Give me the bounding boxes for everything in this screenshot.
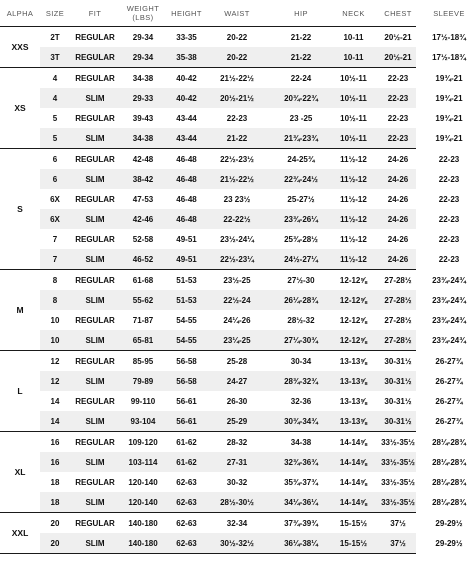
cell-size: 20: [50, 518, 60, 528]
cell-weight: 79-89: [132, 376, 154, 386]
table-row: [40, 169, 460, 189]
cell-size: 7: [52, 254, 58, 264]
cell-weight: 42-46: [132, 214, 154, 224]
cell-chest: 33½-35½: [381, 477, 415, 487]
cell-waist: 24¼-26: [223, 315, 251, 325]
cell-hip: 23 -25: [289, 113, 313, 123]
cell-height: 49-51: [176, 254, 197, 264]
size-group: [0, 67, 463, 148]
cell-size: 7: [52, 234, 58, 244]
cell-chest: 33½-35½: [381, 437, 415, 447]
cell-fit: SLIM: [85, 416, 105, 426]
cell-size: 14: [50, 396, 60, 406]
cell-size: 8: [52, 275, 58, 285]
header-weight: WEIGHT (LBS): [126, 4, 160, 22]
cell-waist: 25-28: [226, 356, 248, 366]
size-group: [0, 431, 466, 512]
cell-hip: 37¾-39¾: [284, 518, 318, 528]
table-row: [40, 249, 460, 269]
cell-waist: 28-32: [226, 437, 248, 447]
cell-waist: 30-32: [226, 477, 248, 487]
cell-fit: REGULAR: [75, 113, 115, 123]
alpha-size-label: S: [17, 204, 23, 214]
cell-fit: SLIM: [85, 93, 105, 103]
table-row: [40, 411, 463, 431]
cell-weight: 71-87: [132, 315, 154, 325]
cell-weight: 29-34: [132, 52, 154, 62]
cell-waist: 26-30: [226, 396, 248, 406]
cell-chest: 24-26: [387, 254, 409, 264]
cell-sleeve: 29-29½: [435, 518, 463, 528]
cell-neck: 11½-12: [340, 174, 367, 184]
cell-neck: 14-14⅝: [339, 437, 368, 447]
cell-sleeve: 22-23: [438, 174, 460, 184]
header-fit: FIT: [88, 8, 102, 18]
cell-hip: 35¾-37¾: [284, 477, 318, 487]
header-neck: NECK: [342, 8, 365, 18]
cell-fit: SLIM: [85, 295, 105, 305]
cell-sleeve: 22-23: [438, 154, 460, 164]
cell-neck: 10½-11: [340, 73, 367, 83]
alpha-size-label: M: [16, 305, 24, 315]
cell-fit: REGULAR: [75, 437, 115, 447]
cell-waist: 23½-25: [223, 275, 251, 285]
cell-sleeve: 22-23: [438, 214, 460, 224]
cell-height: 40-42: [176, 73, 197, 83]
cell-neck: 10-11: [343, 32, 364, 42]
cell-waist: 22½-23½: [220, 154, 254, 164]
cell-hip: 23¾-26¼: [284, 214, 318, 224]
cell-neck: 10½-11: [340, 133, 367, 143]
cell-sleeve: 23¾-24¾: [432, 335, 466, 345]
alpha-size-label: XS: [14, 103, 26, 113]
cell-weight: 42-48: [132, 154, 154, 164]
cell-hip: 32-36: [290, 396, 312, 406]
cell-chest: 22-23: [387, 113, 409, 123]
cell-size: 6X: [50, 194, 60, 204]
cell-sleeve: 19¾-21: [435, 73, 463, 83]
cell-hip: 28½-32: [287, 315, 315, 325]
cell-fit: SLIM: [85, 376, 105, 386]
cell-neck: 14-14⅝: [339, 457, 368, 467]
cell-weight: 46-52: [132, 254, 154, 264]
cell-waist: 23½-24¼: [220, 234, 254, 244]
cell-sleeve: 22-23: [438, 234, 460, 244]
cell-hip: 24½-27¼: [284, 254, 318, 264]
cell-size: 6: [52, 154, 58, 164]
cell-hip: 26¼-28¾: [284, 295, 318, 305]
table-row: [40, 472, 466, 492]
cell-waist: 21-22: [226, 133, 248, 143]
cell-height: 35-38: [176, 52, 197, 62]
cell-weight: 140-180: [128, 538, 158, 548]
cell-weight: 55-62: [132, 295, 154, 305]
cell-neck: 10½-11: [340, 93, 367, 103]
cell-fit: SLIM: [85, 254, 105, 264]
alpha-size-label: XL: [14, 467, 26, 477]
cell-sleeve: 19¾-21: [435, 93, 463, 103]
cell-weight: 120-140: [128, 477, 158, 487]
cell-chest: 24-26: [387, 154, 409, 164]
cell-height: 62-63: [176, 538, 197, 548]
cell-chest: 24-26: [387, 194, 409, 204]
cell-sleeve: 19¾-21: [435, 133, 463, 143]
cell-neck: 10½-11: [340, 113, 367, 123]
alpha-size-label: XXL: [11, 528, 29, 538]
cell-weight: 38-42: [132, 174, 154, 184]
cell-fit: SLIM: [85, 335, 105, 345]
cell-waist: 20½-21½: [220, 93, 254, 103]
cell-sleeve: 26-27¾: [435, 376, 463, 386]
size-group: [0, 26, 466, 67]
table-row: [40, 371, 463, 391]
header-chest: CHEST: [384, 8, 412, 18]
cell-neck: 12-12⅝: [339, 295, 368, 305]
cell-waist: 22½-24: [223, 295, 251, 305]
cell-fit: SLIM: [85, 457, 105, 467]
alpha-size-label: L: [17, 386, 23, 396]
bottom-divider: [0, 553, 416, 554]
cell-height: 49-51: [176, 234, 197, 244]
table-row: [40, 88, 463, 108]
cell-weight: 85-95: [132, 356, 154, 366]
cell-height: 43-44: [176, 113, 197, 123]
cell-size: 12: [50, 376, 60, 386]
cell-size: 10: [50, 315, 60, 325]
cell-size: 6: [52, 174, 58, 184]
header-alpha: ALPHA: [6, 8, 34, 18]
cell-waist: 23 23½: [223, 194, 251, 204]
cell-waist: 20-22: [226, 52, 248, 62]
table-row: [40, 351, 463, 371]
cell-waist: 27-31: [226, 457, 248, 467]
size-group: [0, 269, 466, 350]
cell-waist: 23¼-25: [223, 335, 251, 345]
cell-weight: 34-38: [132, 73, 154, 83]
cell-size: 5: [52, 113, 58, 123]
cell-neck: 15-15½: [339, 538, 368, 548]
cell-hip: 25-27½: [287, 194, 315, 204]
cell-sleeve: 23¾-24¾: [432, 295, 466, 305]
cell-hip: 34¼-36¼: [284, 497, 318, 507]
size-groups: [0, 26, 466, 553]
cell-size: 6X: [50, 214, 60, 224]
cell-fit: REGULAR: [75, 518, 115, 528]
cell-hip: 34-38: [290, 437, 312, 447]
cell-hip: 27½-30: [287, 275, 315, 285]
size-group: [0, 148, 460, 269]
cell-size: 4: [52, 93, 58, 103]
cell-waist: 20-22: [226, 32, 248, 42]
cell-neck: 15-15½: [339, 518, 368, 528]
cell-chest: 20½-21: [384, 32, 412, 42]
cell-fit: SLIM: [85, 133, 105, 143]
cell-chest: 30-31½: [384, 396, 412, 406]
cell-chest: 30-31½: [384, 356, 412, 366]
cell-fit: REGULAR: [75, 52, 115, 62]
cell-size: 18: [50, 497, 60, 507]
cell-sleeve: 17½-18¾: [432, 32, 466, 42]
cell-weight: 29-34: [132, 32, 154, 42]
cell-height: 33-35: [176, 32, 197, 42]
cell-waist: 21½-22½: [220, 174, 254, 184]
cell-hip: 22¾-24½: [284, 174, 318, 184]
cell-chest: 37½: [390, 518, 406, 528]
cell-size: 8: [52, 295, 58, 305]
cell-chest: 27-28½: [384, 295, 412, 305]
cell-chest: 24-26: [387, 174, 409, 184]
cell-chest: 24-26: [387, 234, 409, 244]
cell-chest: 20½-21: [384, 52, 412, 62]
alpha-size-label: XXS: [11, 42, 29, 52]
cell-height: 46-48: [176, 174, 197, 184]
cell-weight: 47-53: [132, 194, 154, 204]
cell-hip: 20¾-22¾: [284, 93, 318, 103]
cell-size: 4: [52, 73, 58, 83]
cell-height: 56-61: [176, 416, 197, 426]
cell-height: 54-55: [176, 315, 197, 325]
cell-sleeve: 28¼-28¾: [432, 497, 466, 507]
cell-height: 56-61: [176, 396, 197, 406]
cell-height: 56-58: [176, 356, 197, 366]
cell-waist: 22½-23¼: [220, 254, 254, 264]
cell-fit: SLIM: [85, 538, 105, 548]
cell-height: 51-53: [176, 275, 197, 285]
cell-neck: 11½-12: [340, 254, 367, 264]
cell-weight: 29-33: [132, 93, 154, 103]
cell-size: 20: [50, 538, 60, 548]
cell-sleeve: 28¼-28¾: [432, 437, 466, 447]
cell-sleeve: 28¼-28¾: [432, 457, 466, 467]
cell-fit: REGULAR: [75, 477, 115, 487]
cell-weight: 61-68: [132, 275, 154, 285]
cell-hip: 21-22: [290, 52, 312, 62]
cell-sleeve: 22-23: [438, 254, 460, 264]
table-row: [40, 27, 466, 47]
table-row: [40, 290, 466, 310]
cell-size: 5: [52, 133, 58, 143]
cell-neck: 12-12⅝: [339, 335, 368, 345]
cell-sleeve: 23¾-24¾: [432, 275, 466, 285]
cell-height: 56-58: [176, 376, 197, 386]
header-height: HEIGHT: [171, 8, 202, 18]
cell-hip: 32¾-36¾: [284, 457, 318, 467]
cell-waist: 22-22½: [223, 214, 251, 224]
table-row: [40, 432, 466, 452]
cell-weight: 109-120: [128, 437, 158, 447]
cell-size: 16: [50, 437, 60, 447]
cell-hip: 36¼-38¼: [284, 538, 318, 548]
cell-waist: 24-27: [226, 376, 248, 386]
cell-fit: REGULAR: [75, 154, 115, 164]
cell-chest: 22-23: [387, 73, 409, 83]
cell-sleeve: 23¾-24¾: [432, 315, 466, 325]
cell-size: 10: [50, 335, 60, 345]
cell-height: 46-48: [176, 214, 197, 224]
cell-fit: REGULAR: [75, 356, 115, 366]
cell-waist: 25-29: [226, 416, 248, 426]
cell-hip: 22-24: [290, 73, 312, 83]
cell-weight: 120-140: [128, 497, 158, 507]
cell-height: 51-53: [176, 295, 197, 305]
cell-neck: 11½-12: [340, 214, 367, 224]
table-row: [40, 452, 466, 472]
cell-height: 62-63: [176, 477, 197, 487]
cell-chest: 37½: [390, 538, 406, 548]
table-row: [40, 391, 463, 411]
cell-fit: REGULAR: [75, 315, 115, 325]
cell-height: 62-63: [176, 518, 197, 528]
cell-sleeve: 22-23: [438, 194, 460, 204]
cell-neck: 14-14⅝: [339, 477, 368, 487]
cell-hip: 28¾-32¾: [284, 376, 318, 386]
table-row: [40, 108, 463, 128]
cell-neck: 11½-12: [340, 154, 367, 164]
cell-waist: 21½-22½: [220, 73, 254, 83]
cell-hip: 25¾-28½: [284, 234, 318, 244]
cell-chest: 22-23: [387, 93, 409, 103]
header-hip: HIP: [294, 8, 308, 18]
cell-waist: 22-23: [226, 113, 248, 123]
cell-size: 18: [50, 477, 60, 487]
table-row: [40, 310, 466, 330]
cell-neck: 12-12⅝: [339, 275, 368, 285]
cell-chest: 27-28½: [384, 315, 412, 325]
cell-height: 61-62: [176, 457, 197, 467]
cell-waist: 30½-32½: [220, 538, 254, 548]
cell-height: 54-55: [176, 335, 197, 345]
cell-hip: 21¾-23¾: [284, 133, 318, 143]
cell-height: 46-48: [176, 154, 197, 164]
cell-size: 14: [50, 416, 60, 426]
cell-fit: REGULAR: [75, 234, 115, 244]
table-row: [40, 513, 463, 533]
cell-chest: 30-31½: [384, 416, 412, 426]
cell-fit: SLIM: [85, 174, 105, 184]
cell-fit: REGULAR: [75, 275, 115, 285]
cell-fit: REGULAR: [75, 73, 115, 83]
cell-hip: 30¾-34¾: [284, 416, 318, 426]
cell-height: 46-48: [176, 194, 197, 204]
header-size: SIZE: [45, 8, 65, 18]
cell-fit: REGULAR: [75, 32, 115, 42]
table-row: [40, 209, 460, 229]
cell-weight: 34-38: [132, 133, 154, 143]
cell-weight: 99-110: [130, 396, 156, 406]
cell-sleeve: 26-27¾: [435, 396, 463, 406]
cell-neck: 10-11: [343, 52, 364, 62]
cell-chest: 33½-35½: [381, 497, 415, 507]
cell-size: 3T: [50, 52, 60, 62]
cell-hip: 27¼-30¾: [284, 335, 318, 345]
cell-fit: SLIM: [85, 214, 105, 224]
cell-waist: 28½-30½: [220, 497, 254, 507]
cell-hip: 21-22: [290, 32, 312, 42]
cell-chest: 27-28½: [384, 335, 412, 345]
cell-neck: 13-13⅝: [339, 396, 368, 406]
cell-weight: 140-180: [128, 518, 158, 528]
cell-sleeve: 29-29½: [435, 538, 463, 548]
cell-neck: 12-12⅝: [339, 315, 368, 325]
cell-height: 40-42: [176, 93, 197, 103]
cell-neck: 14-14⅝: [339, 497, 368, 507]
cell-waist: 32-34: [226, 518, 248, 528]
table-row: [40, 270, 466, 290]
cell-sleeve: 17½-18¾: [432, 52, 466, 62]
cell-weight: 52-58: [132, 234, 154, 244]
header-waist: WAIST: [224, 8, 250, 18]
table-row: [40, 229, 460, 249]
cell-chest: 27-28½: [384, 275, 412, 285]
cell-size: 12: [50, 356, 60, 366]
cell-sleeve: 26-27¾: [435, 416, 463, 426]
table-row: [40, 330, 466, 350]
cell-size: 16: [50, 457, 60, 467]
cell-neck: 11½-12: [340, 194, 367, 204]
table-row: [40, 47, 466, 67]
cell-neck: 13-13⅝: [339, 416, 368, 426]
size-group: [0, 350, 463, 431]
cell-sleeve: 26-27¾: [435, 356, 463, 366]
table-row: [40, 189, 460, 209]
size-group: [0, 512, 463, 553]
cell-chest: 22-23: [387, 133, 409, 143]
header-sleeve: SLEEVE: [433, 8, 465, 18]
cell-fit: REGULAR: [75, 396, 115, 406]
cell-sleeve: 28¼-28¾: [432, 477, 466, 487]
cell-height: 62-63: [176, 497, 197, 507]
header-row: [0, 0, 465, 26]
cell-neck: 13-13⅝: [339, 376, 368, 386]
cell-chest: 33½-35½: [381, 457, 415, 467]
cell-fit: REGULAR: [75, 194, 115, 204]
cell-weight: 39-43: [132, 113, 154, 123]
cell-weight: 65-81: [132, 335, 154, 345]
table-row: [40, 533, 463, 553]
cell-neck: 11½-12: [340, 234, 367, 244]
cell-fit: SLIM: [85, 497, 105, 507]
cell-height: 43-44: [176, 133, 197, 143]
table-row: [40, 68, 463, 88]
cell-chest: 24-26: [387, 214, 409, 224]
table-row: [40, 128, 463, 148]
cell-height: 61-62: [176, 437, 197, 447]
cell-weight: 103-114: [128, 457, 158, 467]
table-row: [40, 492, 466, 512]
table-row: [40, 149, 460, 169]
cell-size: 2T: [50, 32, 60, 42]
cell-neck: 13-13⅝: [339, 356, 368, 366]
cell-hip: 30-34: [290, 356, 312, 366]
cell-chest: 30-31½: [384, 376, 412, 386]
cell-hip: 24-25¾: [287, 154, 315, 164]
cell-sleeve: 19¾-21: [435, 113, 463, 123]
cell-weight: 93-104: [130, 416, 156, 426]
